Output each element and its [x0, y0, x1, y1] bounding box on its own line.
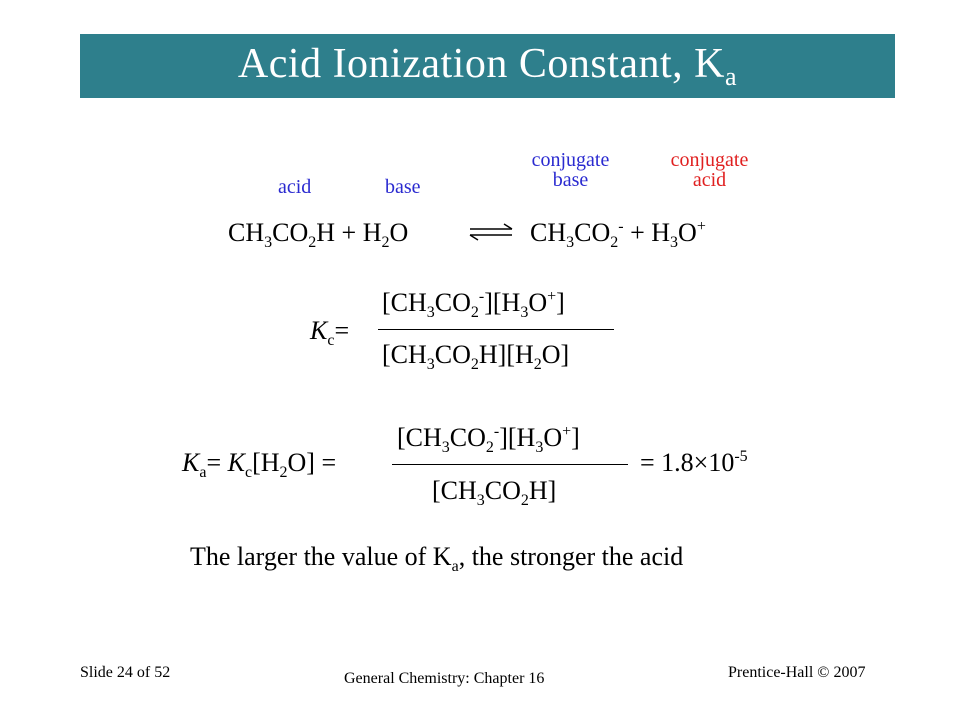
equilibrium-arrow-icon: [466, 222, 516, 242]
kc-numerator: $[CH_3CO_2^-][H_3O^+]$: [382, 288, 565, 321]
reaction-products: $CH_3CO_2^- + H_3O^+$: [530, 218, 706, 251]
title-bar: [80, 34, 895, 98]
statement-end: , the stronger the acid: [458, 542, 684, 571]
ka-fraction-line: [392, 464, 628, 465]
title-subscript: a: [725, 62, 738, 91]
label-conjugate-acid-line2: acid: [692, 169, 727, 191]
label-conjugate-base-line2: base: [552, 169, 589, 191]
ka-value-text: = 1.8×10: [640, 448, 735, 477]
slide-number: Slide 24 of 52: [80, 664, 171, 681]
ka-label: $K_a= K_c[H_2O]$ =: [182, 448, 337, 481]
statement-text: The larger the value of K: [190, 542, 452, 571]
statement-subscript: a: [451, 558, 459, 575]
label-conjugate-base: [513, 150, 628, 190]
course-title: General Chemistry: Chapter 16: [344, 670, 545, 687]
ka-denominator: $[CH_3CO_2H]$: [432, 476, 557, 509]
kc-fraction-line: [378, 329, 614, 330]
label-acid: acid: [278, 176, 312, 198]
reaction-reactants: $CH_3CO_2H + H_2O$: [228, 218, 409, 251]
ka-value-exponent: -5: [734, 448, 748, 465]
label-base: base: [385, 176, 421, 198]
statement: [190, 542, 684, 575]
publisher-copyright: Prentice-Hall © 2007: [728, 664, 866, 681]
title-text: Acid Ionization Constant, K: [237, 41, 726, 87]
ka-numerator: $[CH_3CO_2^-][H_3O^+]$: [397, 423, 580, 456]
ka-value: [640, 448, 748, 478]
label-conjugate-acid: [652, 150, 767, 190]
kc-denominator: $[CH_3CO_2H][H_2O]$: [382, 340, 570, 373]
slide-title: [80, 40, 895, 92]
label-conjugate-acid-line1: conjugate: [670, 149, 749, 171]
label-conjugate-base-line1: conjugate: [531, 149, 610, 171]
kc-label: $K_c=$: [310, 316, 350, 349]
